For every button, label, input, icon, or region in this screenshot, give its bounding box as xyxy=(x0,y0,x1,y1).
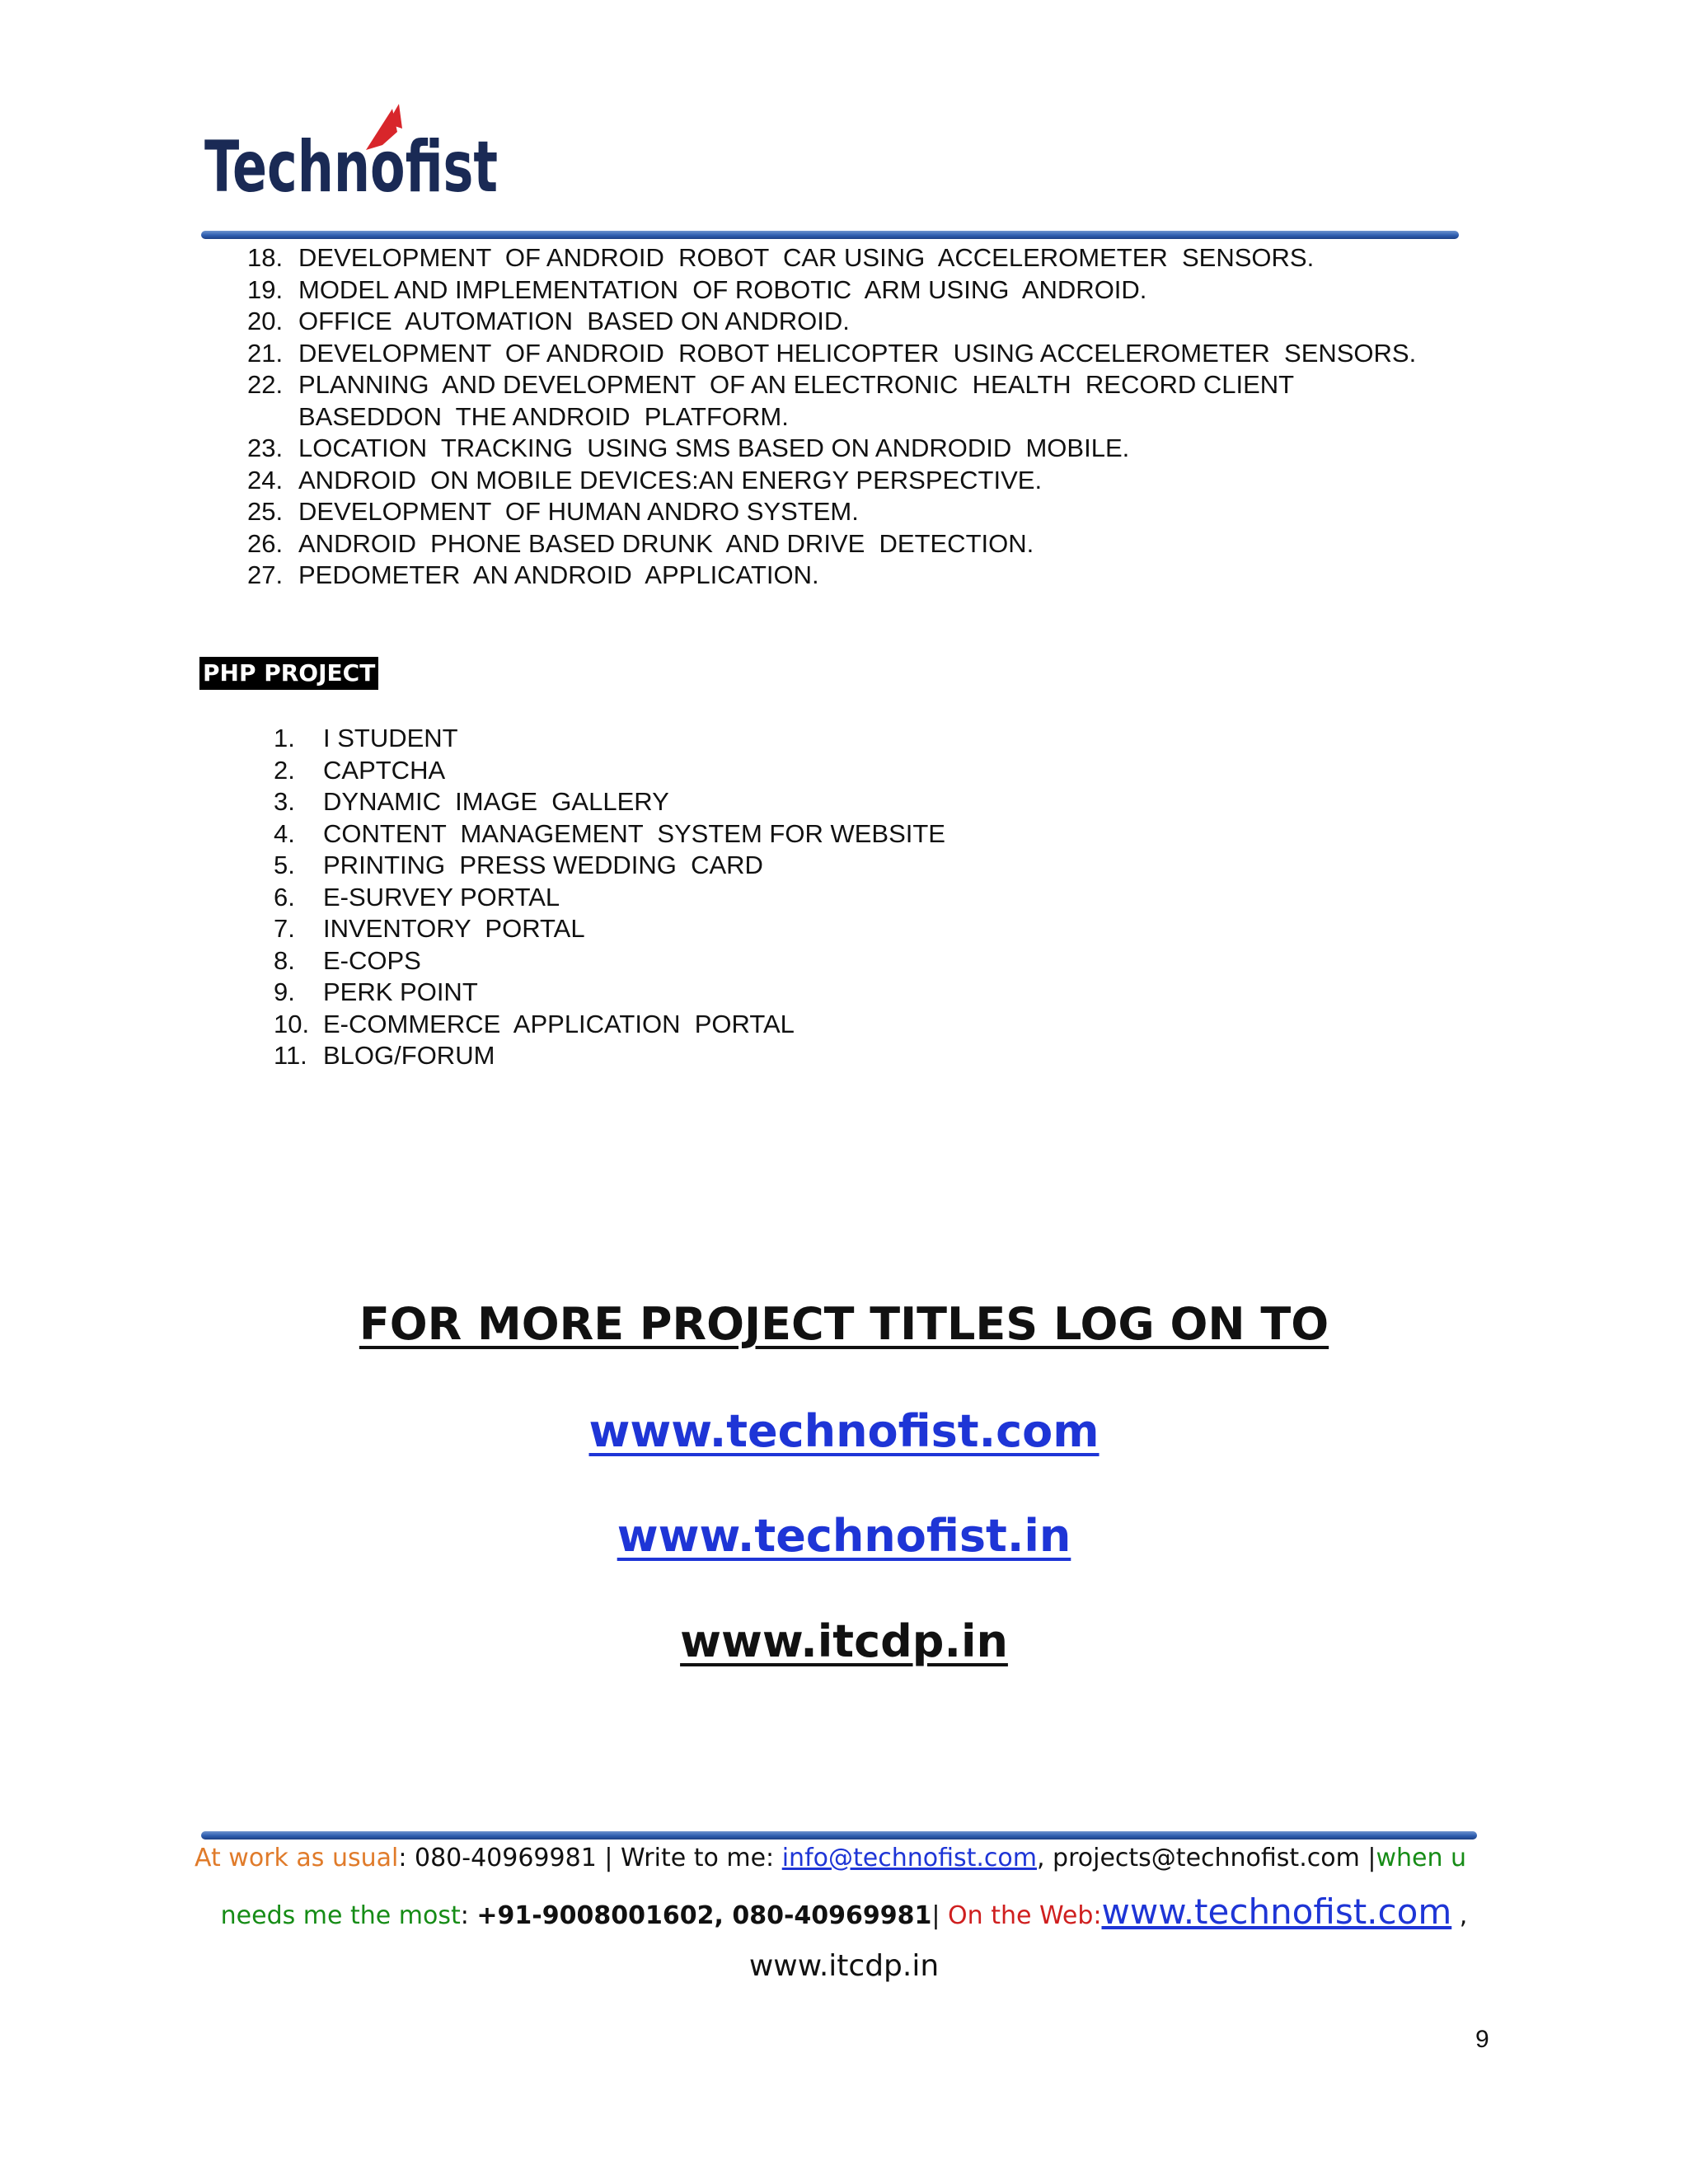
php-project-item xyxy=(274,882,1263,914)
php-project-item xyxy=(274,786,1263,818)
php-project-list xyxy=(274,723,1263,1072)
item-text: DEVELOPMENT OF ANDROID ROBOT HELICOPTER USING ACCELEROMETER SENSORS. xyxy=(298,338,1417,368)
item-number: 19. xyxy=(247,274,284,304)
item-text: CAPTCHA xyxy=(323,755,446,785)
itcdp-in-link[interactable]: www.itcdp.in xyxy=(680,1615,1008,1667)
php-project-item xyxy=(274,850,1263,882)
item-number: 27. xyxy=(247,560,284,589)
android-project-item xyxy=(247,465,1500,497)
item-text: LOCATION TRACKING USING SMS BASED ON ANDRODID MOBILE. xyxy=(298,434,1130,462)
footer-line-2: needs me the most: +91-9008001602, 080-40969981| On the Web:www.technofist.com , xyxy=(220,1891,1468,1932)
item-text: BLOG/FORUM xyxy=(323,1041,495,1070)
item-number: 26. xyxy=(247,528,284,558)
item-number: 22. xyxy=(247,370,284,399)
android-project-item xyxy=(247,496,1500,528)
item-text: DEVELOPMENT OF ANDROID ROBOT CAR USING ACCELEROMETER SENSORS. xyxy=(298,243,1315,272)
technofist-in-link[interactable]: www.technofist.in xyxy=(617,1510,1071,1562)
android-project-item xyxy=(247,306,1500,338)
php-project-heading: PHP PROJECT xyxy=(199,657,378,690)
php-project-item xyxy=(274,913,1263,945)
item-text: OFFICE AUTOMATION BASED ON ANDROID. xyxy=(298,307,850,335)
item-text: CONTENT MANAGEMENT SYSTEM FOR WEBSITE xyxy=(323,818,945,848)
item-number: 3. xyxy=(274,787,295,816)
item-text: PLANNING AND DEVELOPMENT OF AN ELECTRONIC HEALTH RECORD CLIENT xyxy=(298,370,1295,399)
item-number: 2. xyxy=(274,755,295,785)
item-number: 9. xyxy=(274,977,295,1006)
android-project-item xyxy=(247,433,1500,465)
item-text: BASEDDON THE ANDROID PLATFORM. xyxy=(298,401,789,431)
footer-comma: , xyxy=(1451,1901,1468,1930)
android-project-item xyxy=(247,274,1500,307)
php-project-item xyxy=(274,977,1263,1009)
item-number: 21. xyxy=(247,338,284,368)
header-rule xyxy=(201,231,1459,239)
item-text: INVENTORY PORTAL xyxy=(323,914,585,943)
write-label: | Write to me: xyxy=(604,1844,782,1872)
footer-line-3 xyxy=(0,1949,1688,1983)
item-number: 4. xyxy=(274,818,295,848)
item-number: 11. xyxy=(274,1041,307,1070)
item-number: 10. xyxy=(274,1009,310,1038)
item-text: E-COMMERCE APPLICATION PORTAL xyxy=(323,1009,795,1038)
php-project-item xyxy=(274,723,1263,755)
item-number: 20. xyxy=(247,307,284,335)
item-text: MODEL AND IMPLEMENTATION OF ROBOTIC ARM USING ANDROID. xyxy=(298,274,1147,304)
android-project-item xyxy=(247,242,1500,274)
item-number: 7. xyxy=(274,914,295,943)
item-text: DEVELOPMENT OF HUMAN ANDRO SYSTEM. xyxy=(298,497,859,526)
item-text: PEDOMETER AN ANDROID APPLICATION. xyxy=(298,560,819,589)
android-project-list xyxy=(247,242,1500,592)
needs-label: needs me the most xyxy=(220,1901,461,1930)
item-number: 8. xyxy=(274,945,295,975)
when-label: when u xyxy=(1376,1844,1467,1872)
logo-wordmark: Technofist xyxy=(204,126,498,209)
item-text: DYNAMIC IMAGE GALLERY xyxy=(323,787,669,816)
item-text: PRINTING PRESS WEDDING CARD xyxy=(323,851,763,879)
item-text: E-SURVEY PORTAL xyxy=(323,882,560,912)
android-project-item xyxy=(247,401,1500,434)
item-number: 25. xyxy=(247,497,284,526)
php-project-item xyxy=(274,1040,1263,1072)
item-number: 6. xyxy=(274,882,295,912)
technofist-logo xyxy=(201,99,506,209)
work-phone: : 080-40969981 xyxy=(398,1844,597,1872)
php-project-item xyxy=(274,945,1263,977)
android-project-item xyxy=(247,338,1500,370)
item-number: 5. xyxy=(274,851,295,879)
php-project-item xyxy=(274,1009,1263,1041)
android-project-item xyxy=(247,560,1500,592)
footer-site2: www.itcdp.in xyxy=(748,1949,940,1983)
more-titles-heading: FOR MORE PROJECT TITLES LOG ON TO xyxy=(359,1298,1329,1350)
android-project-item xyxy=(247,528,1500,560)
email-link[interactable]: info@technofist.com xyxy=(781,1844,1037,1872)
work-label: At work as usual xyxy=(195,1844,399,1872)
item-text: PERK POINT xyxy=(323,977,478,1006)
item-text: ANDROID ON MOBILE DEVICES:AN ENERGY PERSPECTIVE. xyxy=(298,465,1043,494)
php-project-item xyxy=(274,755,1263,787)
web-label: On the Web: xyxy=(948,1901,1102,1930)
item-number: 23. xyxy=(247,434,284,462)
php-project-item xyxy=(274,818,1263,851)
item-number: 24. xyxy=(247,465,284,494)
item-number: 1. xyxy=(274,724,295,752)
item-text: E-COPS xyxy=(323,945,421,975)
footer-line-1 xyxy=(195,1844,1466,1872)
page-number: 9 xyxy=(1475,2026,1489,2053)
footer-web-link[interactable]: www.technofist.com xyxy=(1101,1891,1452,1932)
email2: , projects@technofist.com | xyxy=(1036,1844,1376,1872)
item-number: 18. xyxy=(247,243,284,272)
mobile-numbers: +91-9008001602, 080-40969981 xyxy=(476,1901,932,1930)
footer-rule xyxy=(201,1831,1477,1840)
item-text: I STUDENT xyxy=(323,724,458,752)
separator: | xyxy=(931,1901,940,1930)
item-text: ANDROID PHONE BASED DRUNK AND DRIVE DETECTION. xyxy=(298,528,1034,558)
technofist-com-link[interactable]: www.technofist.com xyxy=(588,1405,1100,1457)
android-project-item xyxy=(247,369,1500,401)
